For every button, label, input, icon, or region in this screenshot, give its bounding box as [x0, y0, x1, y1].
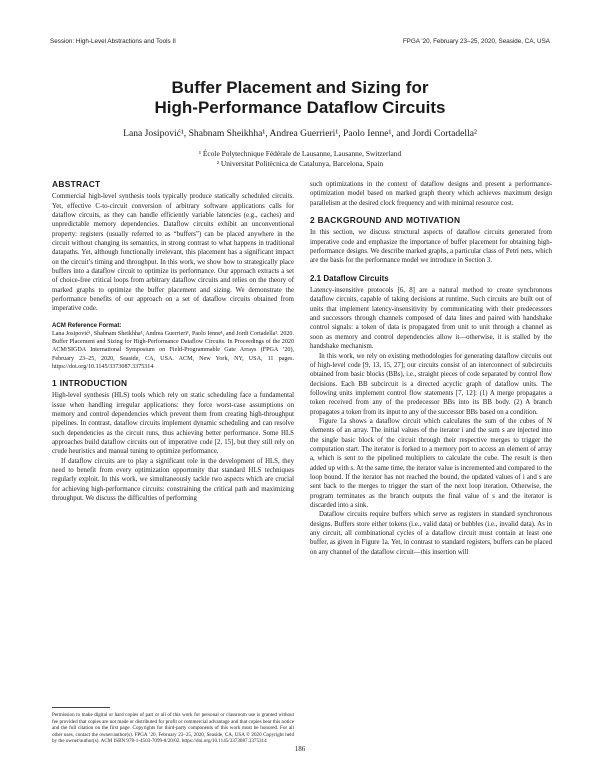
- left-column: [52, 180, 294, 504]
- right-column: [310, 180, 552, 557]
- intro-paragraph-1: High-level synthesis (HLS) tools which rely on static scheduling face a fundamental issue when handling irregular applications: they force worst-case assumptions on memory and control dependencies which prevent them from creating high-throughput pipelines. In contrast, dataflow circuits implement dynamic scheduling and can resolve such dependencies as the circuit runs, thus achieving better performance. Some HLS approaches build dataflow circuits out of imperative code [2, 15], but they still rely on crude heuristics and manual tuning to optimize performance.: [52, 392, 294, 456]
- header-conference: FPGA '20, February 23–25, 2020, Seaside, CA, USA: [402, 38, 550, 45]
- acm-ref-text: Lana Josipović¹, Shabnam Sheikhha¹, Andrea Guerrieri¹, Paolo Ienne¹, and Jordi Cortadella². 2020. Buffer Placement and Sizing for High-Performance Dataflow Circuits. In Proceedings of the 2020 ACM/SIGDA International Symposium on Field-Programmable Gate Arrays (FPGA ’20), February 23–25, 2020, Seaside, CA, USA. ACM, New York, NY, USA, 11 pages. https://doi.org/10.1145/3373087.3375314: [52, 331, 294, 370]
- page-number: 186: [294, 745, 306, 753]
- dataflow-paragraph-2: In this work, we rely on existing methodologies for generating dataflow circuits out of high-level code [9, 13, 15, 27]; our circuits consist of an interconnect of subcircuits obtained from basic blocks (BBs), i.e., straight pieces of code separated by control flow decisions. Each BB subcircuit is a directed acyclic graph of dataflow units. The following units implement control flow statements [7, 12]: (1) A merge propagates a token received from any of the predecessor BBs into its BB body. (2) A branch propagates a token from its input to any of the successor BBs based on a condition.: [310, 352, 552, 416]
- header-session: Session: High-Level Abstractions and Tools II: [50, 38, 176, 45]
- affiliation-1: ¹ École Polytechnique Fédérale de Lausanne, Lausanne, Switzerland: [198, 149, 402, 158]
- acm-reference: [52, 322, 294, 371]
- dataflow-paragraph-3: Figure 1a shows a dataflow circuit which calculates the sum of the cubes of N elements of an array. The initial values of the iterator i and the sum s are injected into the single basic block of the circuit through their respective merges to trigger the computation start. The iterator is forked to a memory port to access an element of array a, which is sent to the pipelined multipliers to calculate the cube. The result is then added up with s. At the same time, the iterator value is incremented and compared to the loop bound. If the iterator has not reached the bound, the updated values of i and s are sent back to the merges to trigger the start of the next loop iteration. Otherwise, the program terminates as the branch outputs the final value of s and the iterator is discarded into a sink.: [310, 417, 552, 509]
- running-header: [50, 38, 550, 45]
- background-text: In this section, we discuss structural aspects of dataflow circuits generated from imperative code and emphasize the importance of buffer placement for obtaining high-performance designs. We describe marked graphs, a particular class of Petri nets, which are the basis for the performance model we introduce in Section 3.: [310, 229, 552, 265]
- intro-continuation: such optimizations in the context of dataflow designs and present a performance-optimization model based on marked graph theory which achieves maximum design parallelism at the desired clock frequency and with minimal resource cost.: [310, 181, 552, 207]
- affiliation-2: ² Universitat Politècnica de Catalunya, Barcelona, Spain: [216, 159, 384, 168]
- subsection-heading: 2.1 Dataflow Circuits: [310, 273, 389, 283]
- dataflow-paragraph-1: Latency-insensitive protocols [6, 8] are a natural method to create synchronous dataflow circuits, capable of taking decisions at runtime. Such circuits are built out of units that implement latency-insensitivity by communicating with their predecessors and successors through channels composed of data lines and paired with handshake control signals: a token of data is propagated from unit to unit through a channel as soon as memory and control dependencies allow it—otherwise, it is stalled by the handshake mechanism.: [310, 287, 552, 351]
- intro-paragraph-2: If dataflow circuits are to play a significant role in the development of HLS, they need to benefit from every optimization opportunity that standard HLS techniques regularly exploit. In this work, we simultaneously tackle two aspects which are crucial for achieving high-performance circuits: constraining the critical path and maximizing throughput. We discuss the difficulties of performing: [52, 457, 294, 503]
- acm-ref-heading: ACM Reference Format:: [52, 321, 122, 329]
- intro-heading: 1 INTRODUCTION: [52, 378, 128, 389]
- title-line-1: Buffer Placement and Sizing for: [171, 78, 429, 97]
- permission-notice: Permission to make digital or hard copies of part or all of this work for personal or classroom use is granted without fee provided that copies are not made or distributed for profit or commercial advantage and that copies bear this notice and the full citation on the first page. Copyrights for third-party components of this work must be honored. For all other uses, contact the owner/author(s). FPGA ’20, February 23–25, 2020, Seaside, CA, USA © 2020 Copyright held by the owner/author(s). ACM ISBN 978-1-4503-7099-8/20/02. https://doi.org/10.1145/3373087.3375314: [52, 712, 294, 745]
- background-heading: 2 BACKGROUND AND MOTIVATION: [310, 215, 461, 226]
- author-list: Lana Josipović¹, Shabnam Sheikhha¹, Andrea Guerrieri¹, Paolo Ienne¹, and Jordi Cortadella²: [123, 128, 477, 139]
- dataflow-paragraph-4: Dataflow circuits require buffers which serve as registers in standard synchronous designs. Buffers store either tokens (i.e., valid data) or bubbles (i.e., invalid data). As in any circuit, all combinational cycles of a dataflow circuit must contain at least one buffer, as given in Figure 1a. Yet, in contrast to standard registers, buffers can be placed on any channel of the dataflow circuit—this insertion will: [310, 511, 552, 556]
- title-line-2: High-Performance Dataflow Circuits: [154, 98, 446, 117]
- abstract-heading: ABSTRACT: [52, 179, 101, 189]
- paper-title: [0, 78, 600, 118]
- abstract-text: Commercial high-level synthesis tools typically produce statically scheduled circuits. Yet, effective C-to-circuit conversion of arbitrary software applications calls for dataflow circuits, as they can handle efficiently variable latencies (e.g., caches) and unpredictable memory dependencies. Dataflow circuits exhibit an unconventional property: registers (usually referred to as “buffers”) can be placed anywhere in the circuit without changing its semantics, in strong contrast to what happens in traditional datapaths. Yet, although functionally irrelevant, this placement has a significant impact on the circuit’s timing and throughput. In this work, we show how to strategically place buffers into a dataflow circuit to optimize its performance. Our approach extracts a set of choice-free critical loops from arbitrary dataflow circuits and relies on the theory of marked graphs to optimize the buffer placement and sizing. We demonstrate the performance benefits of our approach on a set of dataflow circuits obtained from imperative code.: [52, 193, 294, 313]
- footnote-rule: [52, 707, 110, 708]
